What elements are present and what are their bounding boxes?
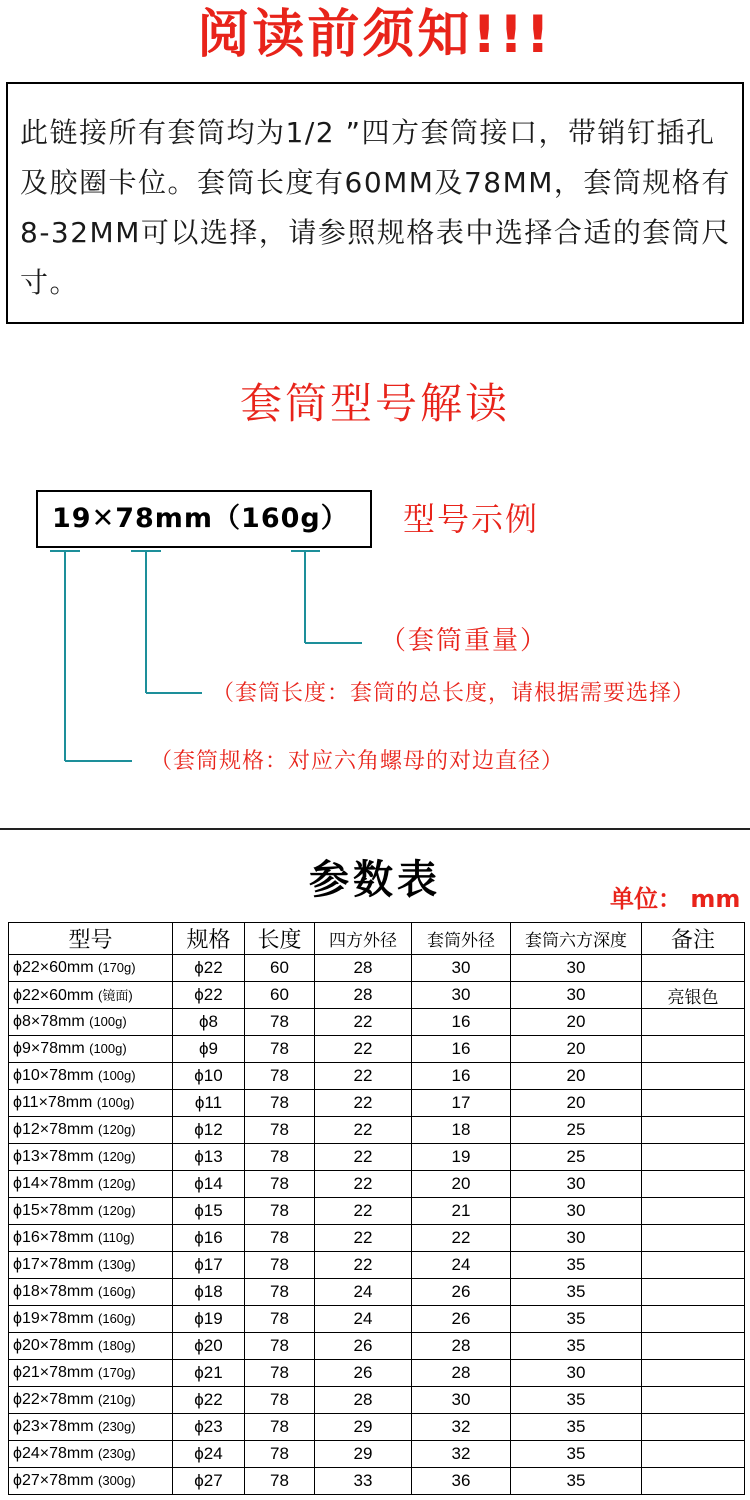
socket-od-cell: 32	[412, 1441, 511, 1468]
column-header: 型号	[9, 923, 173, 955]
model-name: ϕ12×78mm	[13, 1121, 94, 1138]
square-od-cell: 28	[315, 955, 412, 982]
spec-annotation: （套筒规格：对应六角螺母的对边直径）	[150, 749, 565, 774]
model-name: ϕ17×78mm	[13, 1256, 94, 1273]
square-od-cell: 22	[315, 1171, 412, 1198]
table-row	[9, 1198, 745, 1225]
model-weight: (230g)	[98, 1446, 136, 1461]
length-cell: 78	[245, 1360, 315, 1387]
hex-depth-cell: 20	[511, 1063, 642, 1090]
spec-cell: ϕ22	[173, 982, 245, 1009]
page-title: 阅读前须知!!!	[197, 5, 553, 65]
table-row	[9, 1468, 745, 1495]
length-cell: 78	[245, 1468, 315, 1495]
length-cell: 60	[245, 955, 315, 982]
table-row	[9, 982, 745, 1009]
model-name: ϕ22×60mm	[13, 987, 94, 1004]
model-annotation-diagram	[0, 545, 750, 780]
note-cell	[642, 1279, 745, 1306]
note-cell	[642, 1414, 745, 1441]
model-weight: (120g)	[98, 1149, 136, 1164]
spec-cell: ϕ23	[173, 1414, 245, 1441]
table-row	[9, 1036, 745, 1063]
length-cell: 78	[245, 1387, 315, 1414]
spec-cell: ϕ17	[173, 1252, 245, 1279]
model-name: ϕ23×78mm	[13, 1418, 94, 1435]
table-row	[9, 1441, 745, 1468]
spec-cell: ϕ9	[173, 1036, 245, 1063]
model-weight: (110g)	[98, 1230, 135, 1245]
model-name: ϕ20×78mm	[13, 1337, 94, 1354]
model-name: ϕ22×78mm	[13, 1391, 94, 1408]
square-od-cell: 22	[315, 1036, 412, 1063]
hex-depth-cell: 35	[511, 1279, 642, 1306]
hex-depth-cell: 30	[511, 1360, 642, 1387]
square-od-cell: 22	[315, 1090, 412, 1117]
socket-od-cell: 17	[412, 1090, 511, 1117]
model-weight: (100g)	[89, 1014, 127, 1029]
note-cell	[642, 1333, 745, 1360]
length-cell: 78	[245, 1117, 315, 1144]
spec-cell: ϕ22	[173, 1387, 245, 1414]
column-header: 套筒外径	[412, 923, 511, 955]
section-divider	[0, 828, 750, 830]
socket-od-cell: 19	[412, 1144, 511, 1171]
model-name: ϕ15×78mm	[13, 1202, 94, 1219]
square-od-cell: 22	[315, 1252, 412, 1279]
table-row	[9, 1090, 745, 1117]
model-weight: (170g)	[98, 1365, 136, 1380]
model-cell	[9, 1414, 173, 1441]
hex-depth-cell: 20	[511, 1009, 642, 1036]
model-name: ϕ24×78mm	[13, 1445, 94, 1462]
square-od-cell: 22	[315, 1063, 412, 1090]
note-cell	[642, 1441, 745, 1468]
hex-depth-cell: 35	[511, 1306, 642, 1333]
spec-cell: ϕ11	[173, 1090, 245, 1117]
model-cell	[9, 1279, 173, 1306]
square-od-cell: 28	[315, 982, 412, 1009]
table-row	[9, 1333, 745, 1360]
note-cell	[642, 1144, 745, 1171]
length-cell: 78	[245, 1414, 315, 1441]
hex-depth-cell: 25	[511, 1144, 642, 1171]
model-weight: (160g)	[98, 1284, 136, 1299]
square-od-cell: 29	[315, 1414, 412, 1441]
square-od-cell: 29	[315, 1441, 412, 1468]
column-header: 套筒六方深度	[511, 923, 642, 955]
length-cell: 78	[245, 1063, 315, 1090]
model-name: ϕ13×78mm	[13, 1148, 94, 1165]
model-weight: (120g)	[98, 1176, 136, 1191]
table-row	[9, 1009, 745, 1036]
socket-od-cell: 24	[412, 1252, 511, 1279]
hex-depth-cell: 30	[511, 1171, 642, 1198]
model-cell	[9, 1117, 173, 1144]
table-row	[9, 955, 745, 982]
spec-cell: ϕ22	[173, 955, 245, 982]
length-cell: 78	[245, 1252, 315, 1279]
hex-depth-cell: 30	[511, 955, 642, 982]
table-row	[9, 1144, 745, 1171]
length-cell: 78	[245, 1036, 315, 1063]
model-cell	[9, 1144, 173, 1171]
socket-od-cell: 30	[412, 982, 511, 1009]
socket-od-cell: 30	[412, 955, 511, 982]
length-cell: 78	[245, 1171, 315, 1198]
model-weight: (120g)	[98, 1203, 136, 1218]
model-cell	[9, 1090, 173, 1117]
note-cell	[642, 1225, 745, 1252]
length-cell: 78	[245, 1279, 315, 1306]
model-weight: (230g)	[98, 1419, 136, 1434]
length-cell: 78	[245, 1225, 315, 1252]
table-row	[9, 1414, 745, 1441]
square-od-cell: 22	[315, 1117, 412, 1144]
hex-depth-cell: 30	[511, 1225, 642, 1252]
model-name: ϕ27×78mm	[13, 1472, 94, 1489]
socket-od-cell: 16	[412, 1036, 511, 1063]
note-cell	[642, 1468, 745, 1495]
table-row	[9, 1225, 745, 1252]
column-header: 备注	[642, 923, 745, 955]
length-cell: 78	[245, 1090, 315, 1117]
socket-od-cell: 32	[412, 1414, 511, 1441]
model-cell	[9, 1225, 173, 1252]
spec-cell: ϕ13	[173, 1144, 245, 1171]
model-name: ϕ9×78mm	[13, 1040, 85, 1057]
socket-od-cell: 22	[412, 1225, 511, 1252]
model-name: ϕ8×78mm	[13, 1013, 85, 1030]
notice-text: 此链接所有套筒均为1/2 ”四方套筒接口，带销钉插孔及胶圈卡位。套筒长度有60MM及78MM，套筒规格有8-32MM可以选择，请参照规格表中选择合适的套筒尺寸。	[20, 116, 731, 299]
model-weight: (120g)	[98, 1122, 136, 1137]
spec-cell: ϕ27	[173, 1468, 245, 1495]
square-od-cell: 22	[315, 1144, 412, 1171]
length-cell: 78	[245, 1333, 315, 1360]
column-header: 四方外径	[315, 923, 412, 955]
model-name: ϕ16×78mm	[13, 1229, 94, 1246]
model-cell	[9, 1198, 173, 1225]
socket-od-cell: 16	[412, 1009, 511, 1036]
model-cell	[9, 982, 173, 1009]
model-weight: (300g)	[98, 1473, 136, 1488]
model-name: ϕ19×78mm	[13, 1310, 94, 1327]
table-row	[9, 1252, 745, 1279]
spec-cell: ϕ14	[173, 1171, 245, 1198]
spec-cell: ϕ18	[173, 1279, 245, 1306]
length-cell: 78	[245, 1144, 315, 1171]
hex-depth-cell: 30	[511, 982, 642, 1009]
spec-table-title: 参数表	[309, 857, 441, 903]
socket-od-cell: 30	[412, 1387, 511, 1414]
square-od-cell: 22	[315, 1225, 412, 1252]
spec-cell: ϕ19	[173, 1306, 245, 1333]
model-name: ϕ22×60mm	[13, 959, 94, 976]
spec-cell: ϕ12	[173, 1117, 245, 1144]
model-cell	[9, 1306, 173, 1333]
model-cell	[9, 1252, 173, 1279]
model-example-box: 19✕78mm（160g）	[36, 490, 372, 548]
hex-depth-cell: 25	[511, 1117, 642, 1144]
model-cell	[9, 1441, 173, 1468]
unit-label: 单位： mm	[610, 885, 741, 913]
note-cell	[642, 1036, 745, 1063]
model-section-title: 套筒型号解读	[239, 379, 510, 428]
spec-cell: ϕ16	[173, 1225, 245, 1252]
note-cell	[642, 1387, 745, 1414]
square-od-cell: 24	[315, 1279, 412, 1306]
socket-od-cell: 21	[412, 1198, 511, 1225]
model-weight: (210g)	[98, 1392, 136, 1407]
hex-depth-cell: 35	[511, 1333, 642, 1360]
hex-depth-cell: 35	[511, 1414, 642, 1441]
model-name: ϕ10×78mm	[13, 1067, 94, 1084]
square-od-cell: 26	[315, 1333, 412, 1360]
spec-cell: ϕ24	[173, 1441, 245, 1468]
table-row	[9, 1360, 745, 1387]
square-od-cell: 26	[315, 1360, 412, 1387]
spec-cell: ϕ20	[173, 1333, 245, 1360]
weight-annotation: （套筒重量）	[380, 626, 549, 656]
hex-depth-cell: 35	[511, 1441, 642, 1468]
hex-depth-cell: 35	[511, 1252, 642, 1279]
notice-box	[6, 82, 744, 324]
model-cell	[9, 1171, 173, 1198]
table-header-row	[9, 923, 745, 955]
square-od-cell: 22	[315, 1009, 412, 1036]
table-row	[9, 1117, 745, 1144]
model-cell	[9, 1036, 173, 1063]
hex-depth-cell: 20	[511, 1036, 642, 1063]
note-cell	[642, 1198, 745, 1225]
note-cell	[642, 1171, 745, 1198]
model-weight: (100g)	[98, 1068, 136, 1083]
model-name: ϕ21×78mm	[13, 1364, 94, 1381]
length-cell: 78	[245, 1306, 315, 1333]
table-row	[9, 1279, 745, 1306]
spec-table	[8, 922, 745, 1495]
socket-od-cell: 16	[412, 1063, 511, 1090]
note-cell	[642, 1360, 745, 1387]
model-weight: (100g)	[96, 1095, 135, 1110]
model-weight: (170g)	[98, 960, 136, 975]
table-row	[9, 1063, 745, 1090]
spec-cell: ϕ8	[173, 1009, 245, 1036]
note-cell	[642, 1252, 745, 1279]
model-cell	[9, 1333, 173, 1360]
socket-od-cell: 20	[412, 1171, 511, 1198]
model-cell	[9, 1360, 173, 1387]
table-row	[9, 1387, 745, 1414]
model-cell	[9, 1063, 173, 1090]
note-cell	[642, 1090, 745, 1117]
socket-od-cell: 28	[412, 1360, 511, 1387]
model-name: ϕ14×78mm	[13, 1175, 94, 1192]
note-cell	[642, 955, 745, 982]
model-cell	[9, 1387, 173, 1414]
note-cell	[642, 1306, 745, 1333]
model-name: ϕ11×78mm	[13, 1094, 93, 1111]
column-header: 长度	[245, 923, 315, 955]
model-name: ϕ18×78mm	[13, 1283, 94, 1300]
table-row	[9, 1306, 745, 1333]
column-header: 规格	[173, 923, 245, 955]
table-row	[9, 1171, 745, 1198]
spec-cell: ϕ10	[173, 1063, 245, 1090]
model-example-label: 型号示例	[403, 500, 540, 538]
spec-cell: ϕ21	[173, 1360, 245, 1387]
model-weight: (180g)	[98, 1338, 136, 1353]
length-cell: 78	[245, 1441, 315, 1468]
length-cell: 78	[245, 1009, 315, 1036]
hex-depth-cell: 20	[511, 1090, 642, 1117]
note-cell	[642, 1063, 745, 1090]
socket-od-cell: 26	[412, 1279, 511, 1306]
socket-od-cell: 36	[412, 1468, 511, 1495]
hex-depth-cell: 35	[511, 1387, 642, 1414]
model-weight: (160g)	[98, 1311, 136, 1326]
square-od-cell: 28	[315, 1387, 412, 1414]
square-od-cell: 22	[315, 1198, 412, 1225]
socket-od-cell: 18	[412, 1117, 511, 1144]
length-cell: 78	[245, 1198, 315, 1225]
model-cell	[9, 955, 173, 982]
model-weight: (130g)	[98, 1257, 136, 1272]
socket-od-cell: 28	[412, 1333, 511, 1360]
note-cell	[642, 1117, 745, 1144]
hex-depth-cell: 30	[511, 1198, 642, 1225]
length-cell: 60	[245, 982, 315, 1009]
hex-depth-cell: 35	[511, 1468, 642, 1495]
model-cell	[9, 1009, 173, 1036]
note-cell	[642, 1009, 745, 1036]
model-weight: (100g)	[89, 1041, 127, 1056]
square-od-cell: 24	[315, 1306, 412, 1333]
note-cell: 亮银色	[642, 982, 745, 1009]
length-annotation: （套筒长度：套筒的总长度，请根据需要选择）	[212, 681, 696, 706]
spec-cell: ϕ15	[173, 1198, 245, 1225]
model-weight: (镜面)	[98, 988, 133, 1003]
model-cell	[9, 1468, 173, 1495]
socket-od-cell: 26	[412, 1306, 511, 1333]
square-od-cell: 33	[315, 1468, 412, 1495]
